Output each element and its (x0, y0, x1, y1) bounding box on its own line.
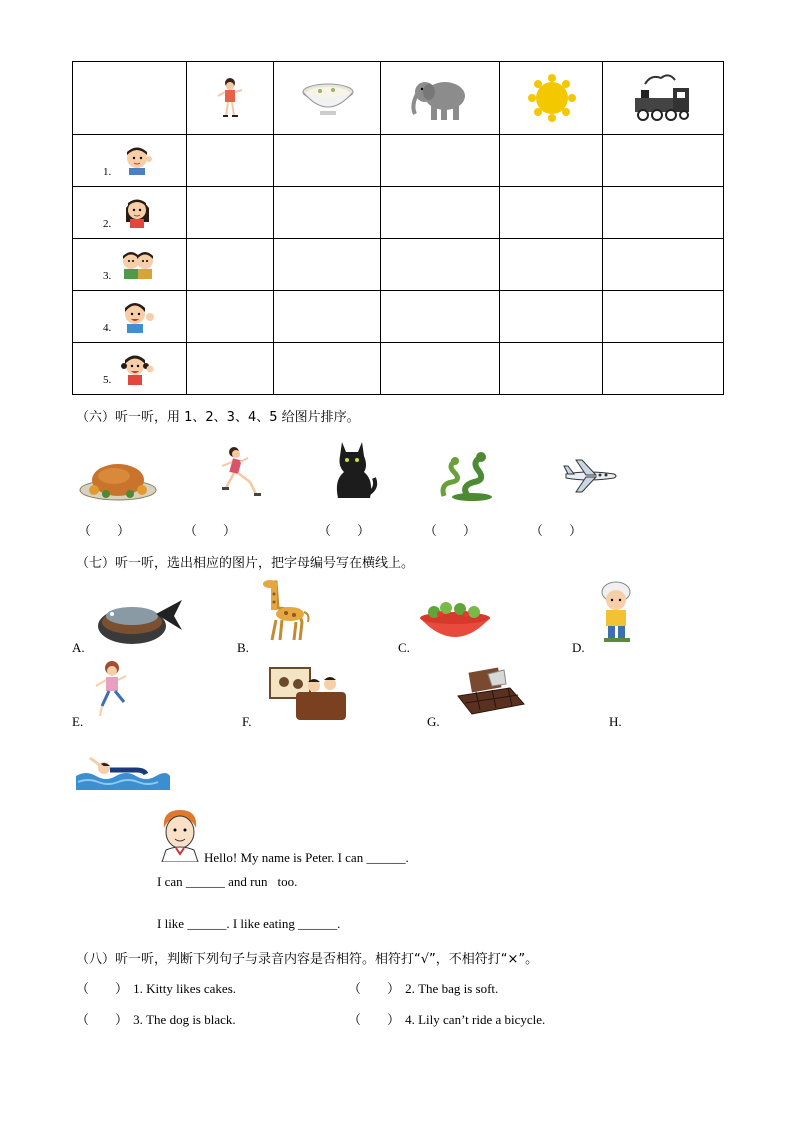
judge-item-4 (348, 1009, 545, 1028)
snakes-icon (438, 452, 500, 502)
judge-item-3 (76, 1009, 236, 1028)
option-letter-e: E. (72, 714, 84, 729)
option-letter-a: A. (72, 640, 85, 655)
section-8-title: （八）听一听，判断下列句子与录音内容是否相符。相符打“√”，不相符打“×”。 (76, 952, 539, 967)
option-letter-b: B. (237, 640, 249, 655)
rice-bowl-icon (300, 78, 356, 118)
row-number: 3. (103, 270, 112, 282)
row-label-cell (73, 187, 187, 239)
table-row (73, 239, 724, 291)
row-label-cell (73, 343, 187, 395)
option-letter-c: C. (398, 640, 410, 655)
answer-paren-5[interactable]: （ ） (530, 524, 583, 539)
header-elephant-cell (381, 62, 500, 135)
boy-face-icon (121, 143, 155, 175)
fish-dish-icon (94, 590, 186, 650)
salad-bowl-icon (418, 596, 492, 648)
girl-dancing-icon (215, 76, 245, 120)
header-sun-cell (500, 62, 603, 135)
row-number: 5. (103, 374, 112, 386)
giraffe-icon (258, 578, 314, 644)
judge-text: 1. Kitty likes cakes. (133, 981, 237, 996)
row-label-cell (73, 135, 187, 187)
airplane-icon (562, 456, 618, 496)
watching-film-icon (268, 666, 348, 722)
table-row (73, 135, 724, 187)
header-rice-cell (274, 62, 381, 135)
judge-paren[interactable]: （ ） (76, 1013, 129, 1028)
corner-cell (73, 62, 187, 135)
option-letter-d: D. (572, 640, 585, 655)
answer-grid (72, 61, 724, 395)
running-girl-icon (214, 444, 264, 504)
judge-paren[interactable]: （ ） (348, 982, 401, 997)
judge-item-2 (348, 978, 498, 997)
black-cat-icon (330, 438, 380, 500)
girl-face-icon (121, 194, 155, 228)
judge-text: 4. Lily can’t ride a bicycle. (405, 1012, 546, 1027)
girl-waving-icon (119, 352, 157, 386)
peter-line-1: Hello! My name is Peter. I can ______. (204, 850, 409, 865)
peter-line-2 (157, 874, 297, 890)
peter-line-3: I like ______. I like eating ______. (157, 916, 341, 931)
swimming-icon (74, 748, 170, 790)
answer-paren-2[interactable]: （ ） (184, 524, 237, 539)
judge-text: 2. The bag is soft. (405, 981, 499, 996)
judge-paren[interactable]: （ ） (76, 982, 129, 997)
row-number: 2. (103, 218, 112, 230)
sun-icon (526, 72, 578, 124)
row-label-cell (73, 291, 187, 343)
answer-paren-3[interactable]: （ ） (318, 524, 371, 539)
judge-item-1 (76, 978, 236, 997)
section-7-title: （七）听一听，选出相应的图片，把字母编号写在横线上。 (76, 556, 415, 571)
header-train-cell (603, 62, 724, 135)
option-letter-g: G. (427, 714, 440, 729)
roast-chicken-icon (78, 452, 158, 502)
train-icon (631, 72, 695, 124)
row-number: 4. (103, 322, 112, 334)
section-6-title: （六）听一听，用 1、2、3、4、5 给图片排序。 (76, 410, 360, 425)
elephant-icon (409, 74, 471, 124)
option-letter-f: F. (242, 714, 252, 729)
peter-portrait-icon (158, 806, 202, 862)
judge-paren[interactable]: （ ） (348, 1013, 401, 1028)
boy-waving-icon (119, 299, 157, 333)
option-letter-h: H. (609, 714, 622, 729)
table-row (73, 291, 724, 343)
row-number: 1. (103, 166, 112, 178)
header-girl-cell (187, 62, 274, 135)
answer-paren-4[interactable]: （ ） (424, 524, 477, 539)
peter-line-2a: I can ______ and run (157, 874, 268, 889)
judge-text: 3. The dog is black. (133, 1012, 236, 1027)
two-children-icon (119, 248, 157, 280)
boy-with-cap-icon (594, 580, 640, 646)
row-label-cell (73, 239, 187, 291)
answer-paren-1[interactable]: （ ） (78, 524, 131, 539)
chocolate-icon (448, 666, 528, 718)
running-girl-2-icon (92, 660, 132, 720)
table-row (73, 187, 724, 239)
table-row (73, 343, 724, 395)
peter-line-2b: too. (277, 874, 298, 889)
